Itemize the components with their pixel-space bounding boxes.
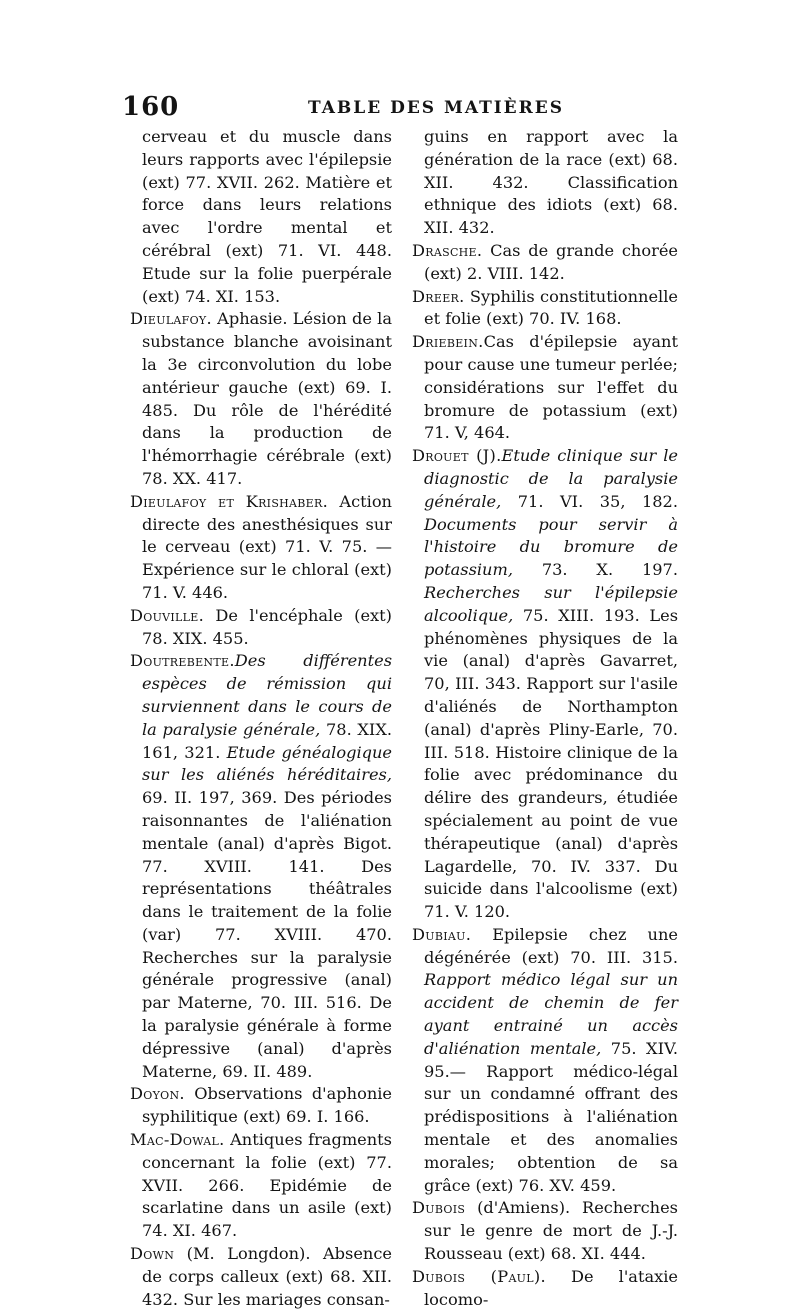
entry-text: 73. X. 197.: [512, 560, 678, 580]
author-name: Mac-Dowal.: [130, 1130, 225, 1150]
index-entry: [412, 924, 678, 1198]
index-entry-continued: [412, 126, 678, 240]
entry-text: Aphasie. Lésion de la substance blanche avoisinant la 3e circonvolution du lobe antérieur gauche (ext) 69. I. 485. Du rôle de l'hérédité dans la production de l'hémorrhagie cérébrale (ext) 78. XX. 417.: [142, 309, 392, 488]
index-entry: [412, 240, 678, 286]
running-head: TABLE DES MATIÈRES: [308, 98, 565, 118]
entry-text: Cas d'épilepsie ayant pour cause une tumeur perlée; considérations sur l'effet du bromure de potassium (ext) 71. V, 464.: [424, 332, 678, 443]
entry-text: 69. II. 197, 369. Des périodes raisonnantes de l'aliénation mentale (anal) d'après Bigot. 77. XVIII. 141. Des représentations théâtrales dans le traitement de la folie (var) 77. XVIII. 470. Recherches sur la paralysie générale progressive (anal) par Materne, 70. III. 516. De la paralysie générale à forme dépressive (anal) d'après Materne, 69. II. 489.: [142, 788, 392, 1081]
entry-text: Action directe des anesthésiques sur le cerveau (ext) 71. V. 75. — Expérience sur le chloral (ext) 71. V. 446.: [142, 491, 392, 602]
entry-text: Cas de grande chorée (ext) 2. VIII. 142.: [424, 240, 678, 283]
index-entry: [412, 1266, 678, 1311]
author-name: Dieulafoy.: [130, 309, 212, 329]
author-name: Dreer.: [412, 286, 465, 306]
entry-text: (M. Longdon). Absence de corps calleux (ext) 68. XII. 432. Sur les mariages consan-: [142, 1244, 392, 1309]
entry-text: 78. XIX. 161, 321.: [142, 719, 392, 762]
page-header: [122, 92, 692, 126]
entry-text: 75. XIII. 193. Les phénomènes physiques de la vie (anal) d'après Gavarret, 70, III. 343. Rapport sur l'asile d'aliénés de Northampton (anal) d'après Pliny-Earle, 70. III. 518. Histoire clinique de la folie avec prédominance du délire des grandeurs, étudiée spécialement au point de vue thérapeutique (anal) d'après Lagardelle, 70. IV. 337. Du suicide dans l'alcoolisme (ext) 71. V. 120.: [424, 605, 678, 922]
work-title: Etude généalogique sur les aliénés héréditaires,: [142, 742, 392, 785]
author-name: Down: [130, 1244, 175, 1264]
right-column: [412, 126, 678, 1311]
work-title: Des différentes espèces de rémission qui surviennent dans le cours de la paralysie générale,: [142, 651, 392, 739]
index-entry: [412, 445, 678, 924]
work-title: Etude clinique sur le diagnostic de la paralysie générale,: [424, 446, 678, 511]
author-name: Dieulafoy et Krishaber.: [130, 491, 329, 511]
index-entry-continued: [130, 126, 392, 308]
work-title: Documents pour servir à l'histoire du bromure de potassium,: [424, 514, 678, 580]
author-name: Driebein.: [412, 332, 484, 352]
work-title: Rapport médico légal sur un accident de chemin de fer ayant entrainé un accès d'aliénation mentale,: [424, 970, 678, 1058]
index-entry: [130, 308, 392, 490]
author-name: Dubois (Paul).: [412, 1266, 546, 1286]
entry-text: Epilepsie chez une dégénérée (ext) 70. III. 315.: [424, 924, 678, 967]
index-entry: [130, 650, 392, 1083]
index-entry: [130, 605, 392, 651]
author-name: Drouet (J).: [412, 446, 502, 466]
index-entry: [130, 1083, 392, 1129]
index-entry: [130, 491, 392, 605]
index-entry: [412, 1197, 678, 1265]
author-name: Drasche.: [412, 240, 483, 260]
entry-text: 71. VI. 35, 182.: [501, 491, 678, 511]
left-column: [130, 126, 392, 1311]
index-entry: [412, 286, 678, 332]
index-entry: [130, 1129, 392, 1243]
page-number: 160: [122, 92, 180, 122]
index-entry: [412, 331, 678, 445]
entry-text: guins en rapport avec la génération de la race (ext) 68. XII. 432. Classification ethnique des idiots (ext) 68. XII. 432.: [424, 127, 678, 238]
entry-text: Observations d'aphonie syphilitique (ext) 69. I. 166.: [142, 1084, 392, 1127]
author-name: Doutrebente.: [130, 651, 235, 671]
entry-text: (d'Amiens). Recherches sur le genre de mort de J.-J. Rousseau (ext) 68. XI. 444.: [424, 1198, 678, 1264]
author-name: Dubiau.: [412, 924, 472, 944]
author-name: Douville.: [130, 605, 205, 625]
entry-text: cerveau et du muscle dans leurs rapports avec l'épilepsie (ext) 77. XVII. 262. Matière et force dans leurs relations avec l'ordre mental et cérébral (ext) 71. VI. 448. Etude sur la folie puerpérale (ext) 74. XI. 153.: [142, 127, 392, 306]
entry-text: De l'ataxie locomo-: [424, 1266, 678, 1309]
work-title: Recherches sur l'épilepsie alcoolique,: [424, 582, 678, 625]
entry-text: Syphilis constitutionnelle et folie (ext) 70. IV. 168.: [424, 286, 678, 329]
entry-text: Antiques fragments concernant la folie (ext) 77. XVII. 266. Epidémie de scarlatine dans un asile (ext) 74. XI. 467.: [142, 1130, 392, 1241]
index-entry: [130, 1243, 392, 1311]
entry-text: 75. XIV. 95.— Rapport médico-légal sur un condamné offrant des prédispositions à l'aliénation mentale et des anomalies morales; obtention de sa grâce (ext) 76. XV. 459.: [424, 1038, 678, 1195]
author-name: Dubois: [412, 1198, 466, 1218]
entry-text: De l'encéphale (ext) 78. XIX. 455.: [142, 605, 392, 648]
author-name: Doyon.: [130, 1084, 185, 1104]
